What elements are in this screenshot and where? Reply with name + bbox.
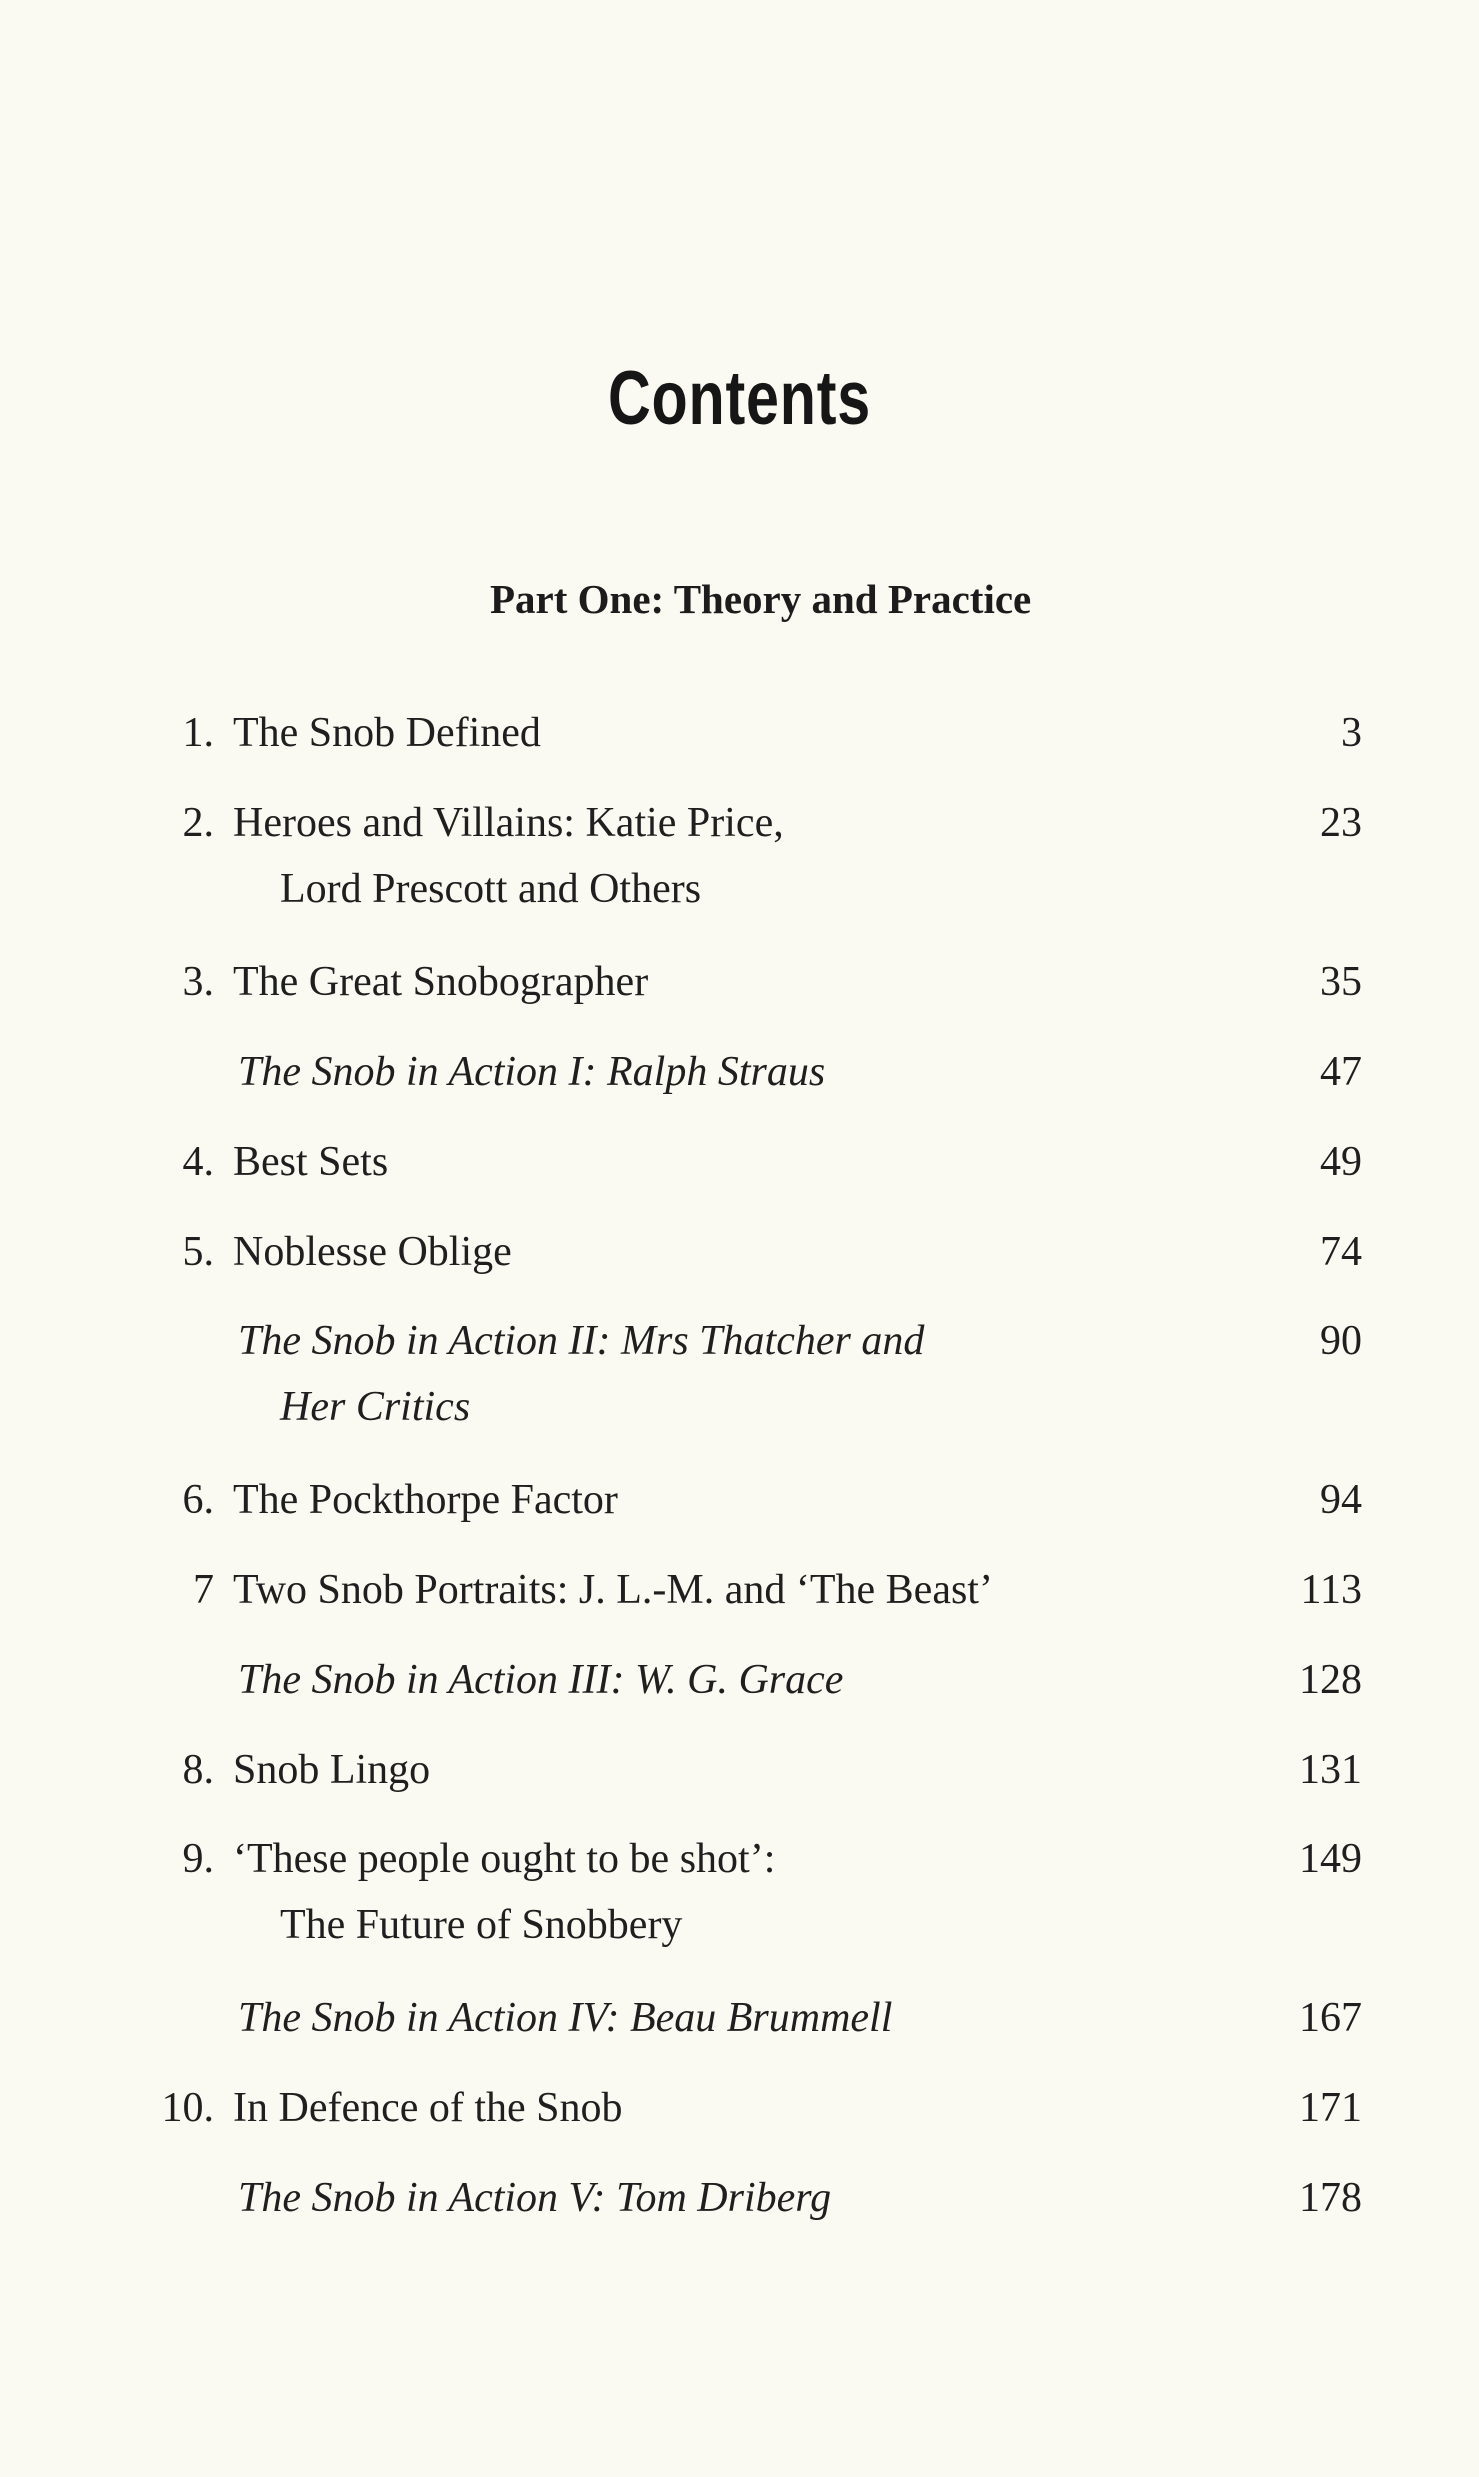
toc-entry-number: 7 bbox=[193, 1567, 214, 1613]
toc-entry-page-number: 47 bbox=[1320, 1049, 1362, 1095]
toc-entry-page-number: 3 bbox=[1341, 710, 1362, 756]
toc-entry-page-number: 178 bbox=[1299, 2175, 1362, 2221]
toc-entry-title: ‘These people ought to be shot’: bbox=[233, 1836, 776, 1882]
toc-entry-number: 9. bbox=[182, 1836, 214, 1882]
toc-entry-title: The Snob in Action I: Ralph Straus bbox=[238, 1049, 826, 1095]
toc-entry-page-number: 128 bbox=[1299, 1657, 1362, 1703]
toc-entry-page-number: 90 bbox=[1320, 1318, 1362, 1364]
toc-entry-title-continued: Lord Prescott and Others bbox=[280, 866, 702, 912]
toc-entry-page-number: 94 bbox=[1320, 1477, 1362, 1523]
toc-entry bbox=[0, 952, 1479, 1012]
toc-entry-page-number: 74 bbox=[1320, 1229, 1362, 1275]
toc-entry bbox=[0, 1311, 1479, 1430]
toc-entry-title: Heroes and Villains: Katie Price, bbox=[233, 800, 784, 846]
toc-entry bbox=[0, 1740, 1479, 1800]
toc-entry bbox=[0, 1132, 1479, 1192]
toc-entry-number: 10. bbox=[161, 2085, 214, 2131]
toc-entry bbox=[0, 703, 1479, 763]
toc-entry-title: The Snob in Action III: W. G. Grace bbox=[238, 1657, 844, 1703]
toc-entry bbox=[0, 1470, 1479, 1530]
toc-entry bbox=[0, 1988, 1479, 2048]
toc-entry-title: The Snob in Action V: Tom Driberg bbox=[238, 2175, 832, 2221]
toc-entry-title: The Pockthorpe Factor bbox=[233, 1477, 618, 1523]
toc-entry-page-number: 35 bbox=[1320, 959, 1362, 1005]
toc-entry-number: 2. bbox=[182, 800, 214, 846]
toc-entry-title-continued: The Future of Snobbery bbox=[280, 1902, 683, 1948]
toc-entry-number: 8. bbox=[182, 1747, 214, 1793]
toc-entry bbox=[0, 1222, 1479, 1282]
toc-entry-page-number: 113 bbox=[1300, 1567, 1362, 1613]
toc-entry bbox=[0, 2168, 1479, 2228]
toc-entry bbox=[0, 1560, 1479, 1620]
toc-entry-title: Snob Lingo bbox=[233, 1747, 431, 1793]
toc-entry-title: In Defence of the Snob bbox=[233, 2085, 623, 2131]
toc-entry-number: 1. bbox=[182, 710, 214, 756]
toc-entry-title-continued: Her Critics bbox=[280, 1384, 471, 1430]
toc-entry-page-number: 23 bbox=[1320, 800, 1362, 846]
toc-entry-title: Best Sets bbox=[233, 1139, 389, 1185]
toc-entry-title: The Snob Defined bbox=[233, 710, 541, 756]
toc-entry-number: 5. bbox=[182, 1229, 214, 1275]
toc-entry bbox=[0, 1650, 1479, 1710]
page-title: Contents bbox=[607, 356, 872, 441]
part-heading: Part One: Theory and Practice bbox=[490, 576, 1032, 622]
toc-entry-title: Two Snob Portraits: J. L.-M. and ‘The Beast’ bbox=[233, 1567, 993, 1613]
toc-entry-page-number: 149 bbox=[1299, 1836, 1362, 1882]
toc-entry-title: The Snob in Action IV: Beau Brummell bbox=[238, 1995, 893, 2041]
toc-entry bbox=[0, 2078, 1479, 2138]
toc-entry-number: 3. bbox=[182, 959, 214, 1005]
toc-entry-title: The Snob in Action II: Mrs Thatcher and bbox=[238, 1318, 925, 1364]
toc-entry-number: 4. bbox=[182, 1139, 214, 1185]
toc-entry-page-number: 131 bbox=[1299, 1747, 1362, 1793]
toc-entry-page-number: 167 bbox=[1299, 1995, 1362, 2041]
toc-entry-page-number: 171 bbox=[1299, 2085, 1362, 2131]
toc-entry-number: 6. bbox=[182, 1477, 214, 1523]
toc-entry bbox=[0, 793, 1479, 912]
toc-entry-page-number: 49 bbox=[1320, 1139, 1362, 1185]
toc-entry bbox=[0, 1829, 1479, 1948]
toc-entry-title: The Great Snobographer bbox=[233, 959, 649, 1005]
toc-entry-title: Noblesse Oblige bbox=[233, 1229, 512, 1275]
toc-entry bbox=[0, 1042, 1479, 1102]
